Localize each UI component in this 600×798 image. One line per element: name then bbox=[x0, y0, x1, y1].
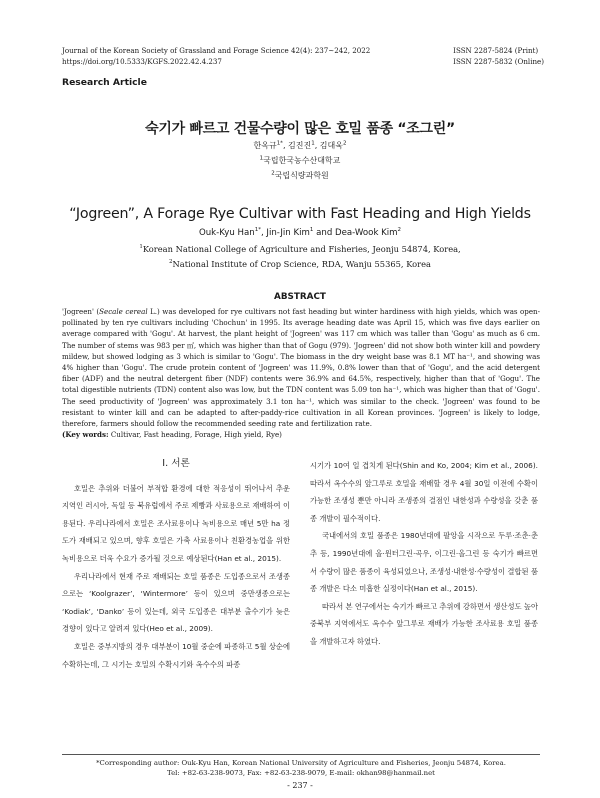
english-author-2-sup: 1 bbox=[309, 227, 314, 234]
english-aff1-text: Korean National College of Agriculture and Fisheries, Jeonju 54874, Korea, bbox=[142, 244, 461, 254]
body-paragraph: 호밀은 추위와 더불어 부적합 환경에 대한 적응성이 뛰어나서 추운 지역인 러시아, 독일 등 북유럽에서 주로 제빵과 사료용으로 재배하여 이용된다. 우리나라에서 호밀은 조사료용이나 녹비용으로 매년 5만 ha 정도가 재배되고 있으며, 향후 호밀은 가축 사료용이나 친환경농업을 위한 녹비용으로 더욱 수요가 증가될 것으로 예상된다(Han et al., 2015). bbox=[62, 483, 290, 563]
korean-affiliation-2 bbox=[0, 170, 600, 181]
abstract-lead: 'Jogreen' ( bbox=[62, 307, 100, 316]
korean-author-2: , 김진진 bbox=[282, 141, 312, 150]
footnote-divider bbox=[62, 754, 540, 755]
issn-online: ISSN 2287-5832 (Online) bbox=[453, 56, 544, 66]
english-affiliation-2 bbox=[0, 259, 600, 269]
english-author-1-sup: 1* bbox=[254, 227, 261, 234]
journal-header bbox=[62, 46, 370, 67]
footnote-line-2: Tel: +82-63-238-9073, Fax: +82-63-238-9079, E-mail: okhan98@hanmail.net bbox=[167, 769, 435, 778]
abstract-body bbox=[62, 306, 540, 440]
section-heading-introduction: Ⅰ. 서론 bbox=[162, 458, 190, 469]
body-paragraph: 호밀은 중부지방의 경우 대부분이 10월 중순에 파종하고 5월 상순에 수확하는데, 그 시기는 호밀의 수확시기와 옥수수의 파종 bbox=[62, 641, 290, 669]
journal-citation: Journal of the Korean Society of Grassland and Forage Science 42(4): 237~242, 2022 bbox=[62, 46, 371, 55]
doi-link[interactable]: https://doi.org/10.5333/KGFS.2022.42.4.237 bbox=[62, 56, 222, 66]
korean-author-1: 한옥규 bbox=[253, 141, 277, 150]
corresponding-author-footnote bbox=[62, 758, 540, 778]
english-author-3: and Dea-Wook Kim bbox=[313, 228, 398, 238]
english-aff2-sup: 2 bbox=[168, 259, 173, 266]
abstract-heading: ABSTRACT bbox=[274, 292, 326, 302]
korean-author-3: , 김대욱 bbox=[314, 141, 343, 150]
body-column-right bbox=[310, 457, 538, 651]
korean-affiliation-1 bbox=[0, 155, 600, 166]
body-column-left bbox=[62, 455, 290, 673]
korean-authors bbox=[0, 140, 600, 151]
korean-author-2-sup: 1 bbox=[311, 140, 315, 147]
english-aff1-sup: 1 bbox=[139, 244, 143, 251]
korean-aff2-text: 국립식량과학원 bbox=[274, 171, 329, 180]
keywords-list: Cultivar, Fast heading, Forage, High yield, Rye) bbox=[108, 430, 282, 440]
korean-aff2-sup: 2 bbox=[271, 170, 275, 177]
issn-print: ISSN 2287-5824 (Print) bbox=[453, 46, 539, 55]
body-paragraph: 따라서 본 연구에서는 숙기가 빠르고 추위에 강하면서 생산성도 높아 중북부 지역에서도 옥수수 앞그루로 재배가 가능한 조사료용 호밀 품종을 개발하고자 하였다. bbox=[310, 601, 538, 646]
article-type: Research Article bbox=[62, 77, 147, 88]
korean-aff1-sup: 1 bbox=[259, 155, 264, 162]
abstract-species: Secale cereal bbox=[99, 307, 148, 316]
korean-title: 숙기가 빠르고 건물수량이 많은 호밀 품종 “조그린” bbox=[145, 121, 455, 137]
korean-author-3-sup: 2 bbox=[343, 140, 347, 147]
issn-block bbox=[453, 46, 544, 67]
keywords-label: (Key words: bbox=[62, 430, 109, 440]
body-paragraph: 국내에서의 호밀 품종은 1980년대에 팔앙을 시작으로 두루·조춘·춘추 등, 1990년대에 올·윈터그린·곡우, 이그린·올그린 등 숙기가 빠르면서 수량이 많은 품종이 육성되었으나, 조생성·내한성·수량성이 결합된 품종 개발은 다소 미흡한 실정이다(Han et al., 2015). bbox=[310, 531, 538, 594]
korean-aff1-text: 국립한국농수산대학교 bbox=[263, 156, 341, 165]
english-author-2: , Jin-Jin Kim bbox=[260, 228, 310, 238]
footnote-line-1: *Corresponding author: Ouk-Kyu Han, Korean National University of Agriculture and Fisheries, Jeonju 54874, Korea. bbox=[96, 759, 506, 767]
english-title: “Jogreen”, A Forage Rye Cultivar with Fast Heading and High Yields bbox=[69, 206, 531, 222]
korean-author-1-sup: 1* bbox=[276, 140, 283, 147]
abstract-text: L.) was developed for rye cultivars not fast heading but winter hardiness with high yields, which was open-pollinated by ten rye cultivars including 'Chochun' in 1995. Its average heading date was April 15, which was five days earlier on average compared with 'Gogu'. At harvest, the plant height of 'Jogreen' was 117 cm which was taller than 'Gogu' as much as 6 cm. The number of stems was 983 per ㎡, which was higher than that of Gogu (979). 'Jogreen' did not show both winter kill and powdery mildew, but showed lodging as 3 which is similar to 'Gogu'. The biomass in the dry weight base was 8.1 MT ha⁻¹, and showing was 4% higher than 'Gogu'. The crude protein content of 'Jogreen' was 11.9%, 0.8% lower than that of 'Gogu', and the acid detergent fiber (ADF) and the neutral detergent fiber (NDF) contents were 36.9% and 64.5%, respectively, higher than that of 'Gogu'. The total digestible nutrients (TDN) content also was low, but the TDN content was 5.09 ton ha⁻¹, which was higher than that of 'Gogu'. The seed productivity of 'Jogreen' was approximately 3.1 ton ha⁻¹, which was similar to the check. 'Jogreen' was found to be resistant to winter kill and can be adapted to after-paddy-rice cultivation in all Korean provinces. 'Jogreen' is likely to lodge, therefore, farmers should follow the recommended seeding rate and fertilization rate. bbox=[62, 307, 541, 429]
page-number: - 237 - bbox=[287, 781, 313, 790]
english-affiliation-1 bbox=[0, 244, 600, 254]
body-paragraph: 우리나라에서 현재 주로 재배되는 호밀 품종은 도입종으로서 조생종으로는 ‘Koolgrazer’, ‘Wintermore’ 등이 있으며 중만생종으로는 ‘Kodiak’, ‘Danko’ 등이 있는데, 외국 도입종은 대부분 출수기가 늦은 경향이 있다고 알려져 있다(Heo et al., 2009). bbox=[62, 571, 290, 634]
english-author-3-sup: 2 bbox=[397, 227, 402, 234]
english-author-1: Ouk-Kyu Han bbox=[198, 228, 255, 238]
body-paragraph: 시기가 10여 일 겹치게 된다(Shin and Ko, 2004; Kim et al., 2006). 따라서 옥수수의 앞그루로 호밀을 재배할 경우 4월 30일 이전에 수확이 가능한 조생성 뿐만 아니라 조생종의 결점인 내한성과 수량성을 갖춘 품종 개발이 필수적이다. bbox=[310, 461, 538, 523]
english-aff2-text: National Institute of Crop Science, RDA, Wanju 55365, Korea bbox=[172, 259, 431, 269]
english-authors bbox=[0, 228, 600, 238]
